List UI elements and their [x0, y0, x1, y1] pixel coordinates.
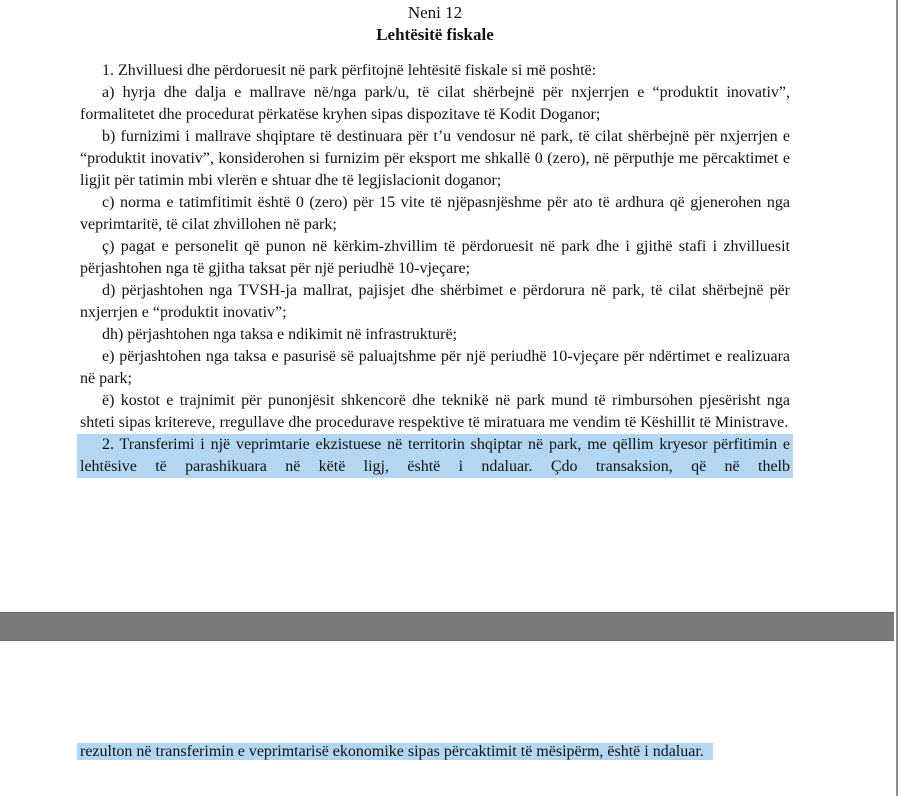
paragraph-b: b) furnizimi i mallrave shqiptare të destinuara për t’u vendosur në park, të cilat shërbejnë për nxjerrjen e “produktit inovativ”, konsiderohen si furnizim për eksport me shkallë 0 (zero), në përputhje me përcaktimet e ligjit për tatimin mbi vlerën e shtuar dhe të legjislacionit doganor; — [80, 128, 790, 189]
article-number-heading: Neni 12 — [407, 3, 463, 22]
selected-text-paragraph-2-part-1: 2. Transferimi i një veprimtarie ekzistuese në territorin shqiptar në park, me qëllim kryesor përfitimin e lehtësive të parashikuara në këtë ligj, është i ndaluar. Çdo transaksion, që në thelb — [77, 434, 793, 478]
paragraph-c-cedilla: ç) pagat e personelit që punon në kërkim-zhvillim të përdoruesit në park dhe i gjithë stafi i zhvilluesit përjashtohen nga të gjitha taksat për një periudhë 10-vjeçare; — [80, 238, 790, 277]
selection-highlight: rezulton në transferimin e veprimtarisë ekonomike sipas përcaktimit të mësipërm, është i ndaluar. — [77, 743, 713, 760]
paragraph-1: 1. Zhvilluesi dhe përdoruesit në park përfitojnë lehtësitë fiskale si më poshtë: — [102, 62, 597, 79]
article-title-heading: Lehtësitë fiskale — [376, 25, 494, 44]
next-page-content — [80, 741, 790, 763]
page-separator-bar — [0, 612, 894, 641]
paragraph-dh: dh) përjashtohen nga taksa e ndikimit në infrastrukturë; — [102, 326, 458, 343]
paragraph-d: d) përjashtohen nga TVSH-ja mallrat, pajisjet dhe shërbimet e përdorura në park, të cilat shërbejnë për nxjerrjen e “produktit inovativ”; — [80, 282, 790, 321]
page-right-border — [896, 0, 898, 796]
paragraph-c: c) norma e tatimfitimit është 0 (zero) për 15 vite të njëpasnjëshme për ato të ardhura që gjenerohen nga veprimtaritë, të cilat zhvillohen në park; — [80, 194, 790, 233]
selected-text-paragraph-2-part-2 — [80, 741, 790, 763]
paragraph-e: e) përjashtohen nga taksa e pasurisë së paluajtshme për një periudhë 10-vjeçare për ndërtimet e realizuara në park; — [80, 348, 790, 387]
paragraph-a: a) hyrja dhe dalja e mallrave në/nga park/u, të cilat shërbejnë për nxjerrjen e “produktit inovativ”, formalitetet dhe procedurat përkatëse kryhen sipas dispozitave të Kodit Doganor; — [80, 84, 790, 123]
article-body — [80, 60, 790, 478]
paragraph-e-umlaut: ë) kostot e trajnimit për punonjësit shkencorë dhe teknikë në park mund të rimbursohen pjesërisht nga shteti sipas kritereve, rregullave dhe procedurave respektive të miratuara me vendim të Këshillit të Ministrave. — [80, 392, 790, 431]
